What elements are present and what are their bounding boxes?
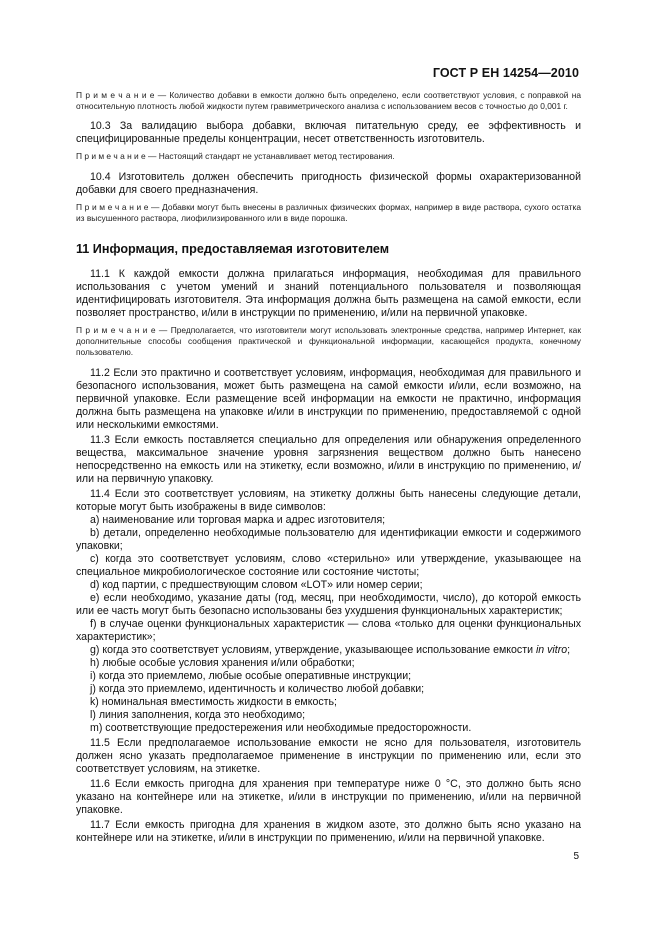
list-item-end: ;: [567, 643, 571, 656]
document-code-header: ГОСТ Р ЕН 14254—2010: [432, 66, 579, 80]
clause-11-6: 11.6 Если емкость пригодна для хранения при температуре ниже 0 °С, это должно быть ясно указано на контейнере или на этикетке, и/или в инструкции по применению, и/или на первичной упаковке.: [76, 777, 581, 816]
list-item: f) в случае оценки функциональных характеристик — слова «только для оценки функциональных характеристик»;: [76, 617, 581, 643]
list-item: d) код партии, с предшествующим словом «LOT» или номер серии;: [90, 578, 423, 591]
list-item-text: g) когда это соответствует условиям, утверждение, указывающее использование емкости: [90, 643, 536, 656]
list-item: c) когда это соответствует условиям, слово «стерильно» или утверждение, указывающее на специальное микробиологическое состояние или состояние чистоты;: [76, 552, 581, 578]
clause-11-5: 11.5 Если предполагаемое использование емкости не ясно для пользователя, изготовитель должен ясно указать предполагаемое применение в инструкции по применению или, если это соответствует условиям, на этикетке.: [76, 736, 581, 775]
clause-10-3: 10.3 За валидацию выбора добавки, включая питательную среду, ее эффективность и специфицированные пределы концентрации, несет ответственность изготовитель.: [76, 120, 581, 146]
list-item: e) если необходимо, указание даты (год, месяц, при необходимости, число), до которой емкость или ее часть могут быть безопасно использованы без ухудшения функциональных характеристик;: [76, 591, 581, 617]
note-paragraph: П р и м е ч а н и е — Предполагается, что изготовители могут использовать электронные средства, например Интернет, как дополнительные способы сообщения практической и функциональной информации, касающейся продукта, конечному пользователю.: [76, 325, 581, 358]
clause-11-7: 11.7 Если емкость пригодна для хранения в жидком азоте, это должно быть ясно указано на контейнере или на этикетке, и/или в инструкции по применению, и/или на первичной упаковке.: [76, 818, 581, 844]
note-paragraph: П р и м е ч а н и е — Добавки могут быть внесены в различных физических формах, например в виде раствора, сухого остатка из высушенного раствора, лиофилизированного или в виде порошка.: [76, 201, 581, 223]
list-item: l) линия заполнения, когда это необходимо;: [90, 708, 306, 721]
list-item: b) детали, определенно необходимые пользователю для идентификации емкости и содержимого упаковки;: [76, 526, 581, 552]
clause-11-1: 11.1 К каждой емкости должна прилагаться информация, необходимая для правильного использования с учетом умений и знаний потенциального пользователя и позволяющая идентифицировать изготовителя. Эта информация должна быть размещена на самой емкости, если позволяет пространство, и/или в инструкции по применению, и/или на первичной упаковке.: [76, 268, 581, 320]
list-item: k) номинальная вместимость жидкости в емкость;: [90, 695, 337, 708]
page-number: 5: [573, 851, 579, 862]
clause-11-3: 11.3 Если емкость поставляется специально для определения или обнаружения определенного вещества, максимальное значение уровня загрязнения веществом должно быть нанесено непосредственно на емкость или на этикетку, если возможно, и/или в инструкцию по применению, и/или на первичную упаковку.: [76, 433, 581, 485]
clause-10-4: 10.4 Изготовитель должен обеспечить пригодность физической формы охарактеризованной добавки для своего предназначения.: [76, 170, 581, 196]
document-body: [76, 90, 581, 845]
detail-list: [76, 514, 581, 735]
clause-11-2: 11.2 Если это практично и соответствует условиям, информация, необходимая для правильного и безопасного использования, может быть размещена на самой емкости и/или, если возможно, на первичной упаковке. Если размещение всей информации на емкости не практично, информация должна быть размещена на упаковке и/или в инструкции по применению, предоставляемой с одной или несколькими емкостями.: [76, 366, 581, 431]
list-item: [76, 644, 581, 657]
list-item: j) когда это приемлемо, идентичность и количество любой добавки;: [90, 682, 425, 695]
list-item-italic: in vitro: [535, 643, 568, 656]
note-paragraph: П р и м е ч а н и е — Количество добавки в емкости должно быть определено, если соответствуют условия, с поправкой на относительную плотность любой жидкости путем гравиметрического анализа с использованием весов с точностью до 0,001 г.: [76, 90, 581, 112]
list-item: a) наименование или торговая марка и адрес изготовителя;: [90, 513, 386, 526]
note-paragraph: П р и м е ч а н и е — Настоящий стандарт не устанавливает метод тестирования.: [76, 151, 395, 162]
section-heading: 11 Информация, предоставляемая изготовителем: [76, 242, 390, 257]
list-item: h) любые особые условия хранения и/или обработки;: [90, 656, 355, 669]
list-item: i) когда это приемлемо, любые особые оперативные инструкции;: [90, 669, 412, 682]
clause-11-4: 11.4 Если это соответствует условиям, на этикетку должны быть нанесены следующие детали, которые могут быть изображены в виде символов:: [76, 487, 581, 513]
list-item: m) соответствующие предостережения или необходимые предосторожности.: [90, 721, 472, 734]
